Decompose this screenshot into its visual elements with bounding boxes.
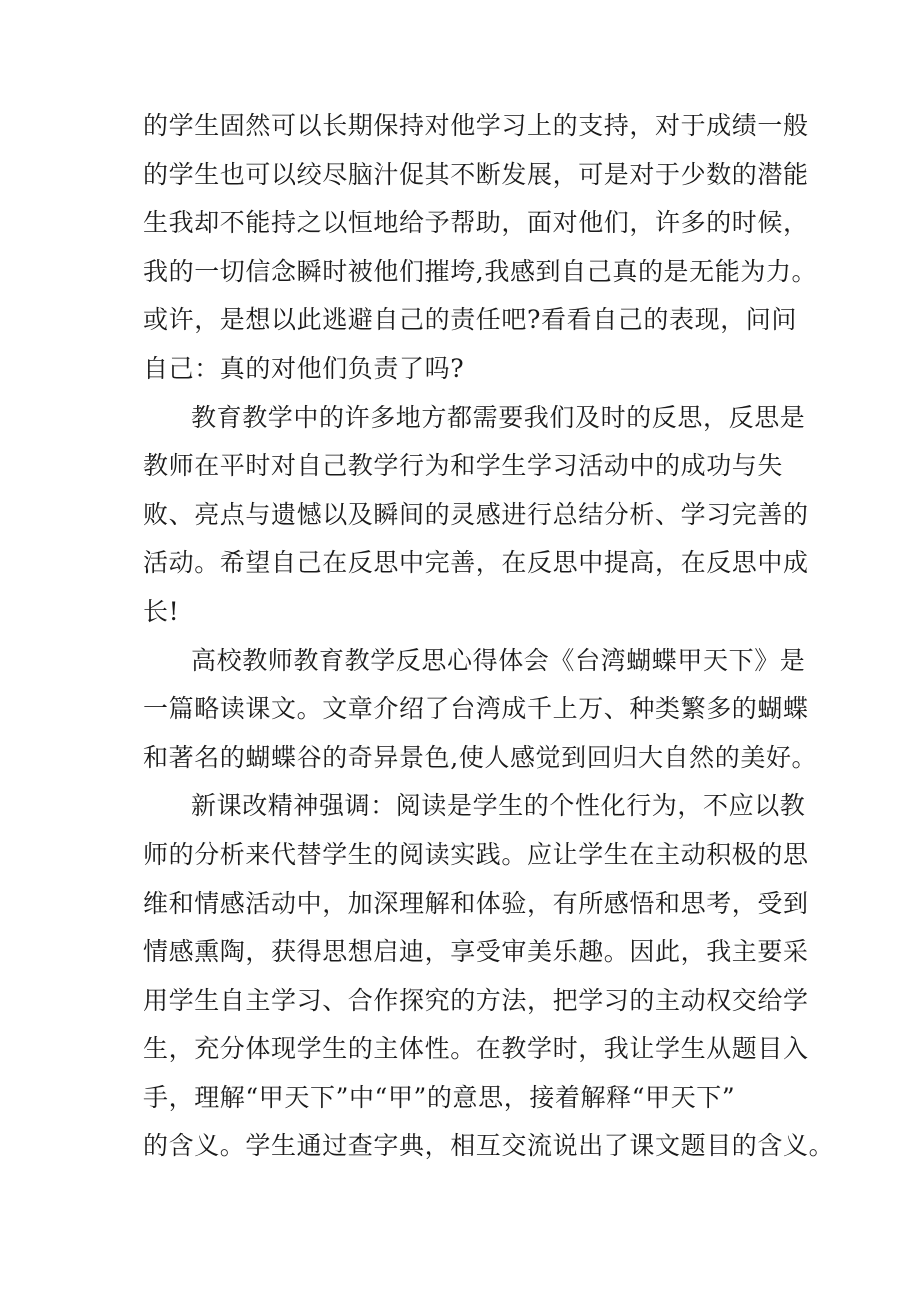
- text-line-10: 活动。希望自己在反思中完善，在反思中提高，在反思中成: [143, 548, 809, 578]
- text-line-21: 手，理解“甲天下”中“甲”的意思，接着解释“甲天下”: [143, 1082, 736, 1112]
- text-line-15: 新课改精神强调：阅读是学生的个性化行为，不应以教: [191, 791, 806, 821]
- text-line-12: 高校教师教育教学反思心得体会《台湾蝴蝶甲天下》是: [191, 645, 806, 675]
- text-line-18: 情感熏陶，获得思想启迪，享受审美乐趣。因此，我主要采: [143, 937, 809, 967]
- text-line-7: 教育教学中的许多地方都需要我们及时的反思，反思是: [191, 402, 806, 432]
- text-line-1: 的学生固然可以长期保持对他学习上的支持，对于成绩一般: [143, 111, 809, 140]
- text-line-20: 生，充分体现学生的主体性。在教学时，我让学生从题目入: [143, 1034, 809, 1064]
- text-line-6: 自己：真的对他们负责了吗?: [143, 353, 465, 383]
- text-line-13: 一篇略读课文。文章介绍了台湾成千上万、种类繁多的蝴蝶: [143, 694, 809, 724]
- text-line-8: 教师在平时对自己教学行为和学生学习活动中的成功与失: [143, 451, 784, 481]
- document-page: [143, 102, 835, 1171]
- text-line-14: 和著名的蝴蝶谷的奇异景色,使人感觉到回归大自然的美好。: [143, 742, 818, 772]
- text-line-16: 师的分析来代替学生的阅读实践。应让学生在主动积极的思: [143, 839, 809, 869]
- text-line-19: 用学生自主学习、合作探究的方法，把学习的主动权交给学: [143, 985, 809, 1015]
- text-line-5: 或许，是想以此逃避自己的责任吧?看看自己的表现，问问: [143, 305, 798, 335]
- text-line-9: 败、亮点与遗憾以及瞬间的灵感进行总结分析、学习完善的: [143, 499, 809, 529]
- text-line-11: 长!: [143, 596, 180, 626]
- text-line-22: 的含义。学生通过查字典，相互交流说出了课文题目的含义。: [143, 1131, 835, 1161]
- text-line-2: 的学生也可以绞尽脑汁促其不断发展，可是对于少数的潜能: [143, 159, 809, 189]
- text-line-4: 我的一切信念瞬时被他们摧垮,我感到自己真的是无能为力。: [143, 256, 818, 286]
- text-line-3: 生我却不能持之以恒地给予帮助，面对他们，许多的时候，: [143, 208, 809, 238]
- text-line-17: 维和情感活动中，加深理解和体验，有所感悟和思考，受到: [143, 888, 809, 918]
